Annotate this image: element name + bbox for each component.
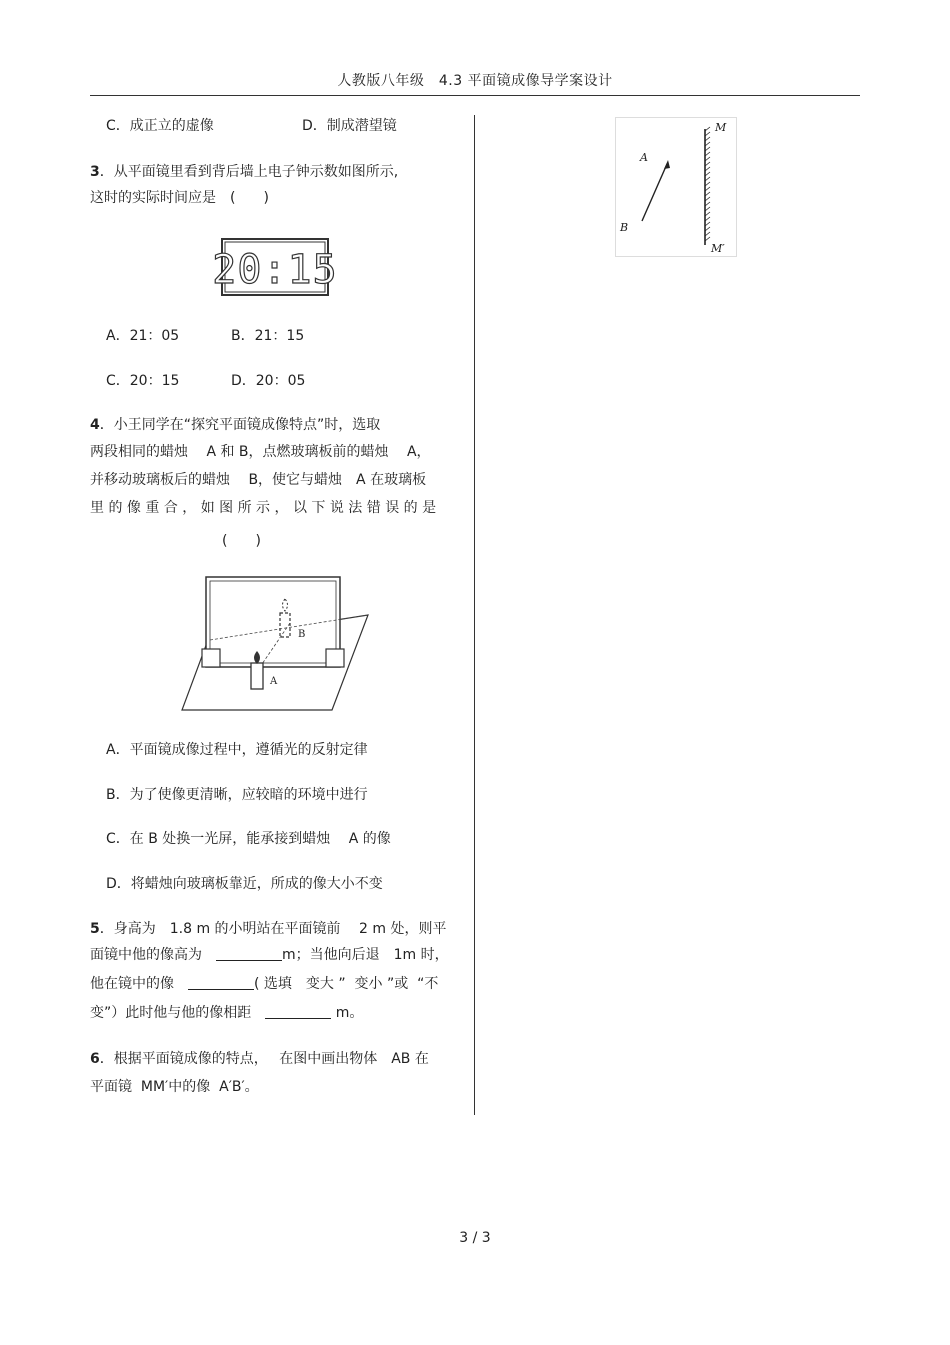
q4-line5: ( ) — [222, 533, 261, 549]
q4-line3: 并移动玻璃板后的蜡烛 B，使它与蜡烛 A 在玻璃板 — [90, 472, 427, 488]
q6-line2: 平面镜 MM′中的像 A′B′。 — [90, 1079, 259, 1095]
figure-label-b: B — [298, 629, 306, 640]
q3-option-d: D．20：05 — [231, 373, 306, 389]
digital-clock-figure — [212, 238, 338, 296]
page-number: 3 / 3 — [459, 1230, 491, 1246]
figure-label-m: M — [715, 121, 727, 134]
q2-option-d: D．制成潜望镜 — [302, 118, 397, 134]
q6-line1: 6．根据平面镜成像的特点， 在图中画出物体 AB 在 — [90, 1051, 429, 1067]
q4-line2: 两段相同的蜡烛 A 和 B，点燃玻璃板前的蜡烛 A， — [90, 444, 431, 460]
q2-option-c: C．成正立的虚像 — [106, 118, 214, 134]
q3-line1: 3．从平面镜里看到背后墙上电子钟示数如图所示, — [90, 164, 399, 180]
q5-line2: 面镜中他的像高为 m；当他向后退 1m 时， — [90, 947, 449, 963]
q4-option-d: D．将蜡烛向玻璃板靠近，所成的像大小不变 — [106, 876, 383, 892]
q5-blank-1[interactable] — [216, 946, 282, 961]
q4-number: 4 — [90, 417, 100, 433]
clock-digits: 20:15 — [212, 247, 338, 293]
q3-option-c: C．20：15 — [106, 373, 180, 389]
q6-number: 6 — [90, 1051, 100, 1067]
column-divider — [474, 115, 475, 1115]
q4-option-a: A．平面镜成像过程中，遵循光的反射定律 — [106, 742, 368, 758]
figure-label-b: B — [620, 221, 629, 234]
header-rule — [90, 95, 860, 96]
candle-mirror-figure — [180, 575, 370, 713]
figure-label-a: A — [270, 676, 278, 687]
q5-line4: 变”）此时他与他的像相距 m。 — [90, 1005, 364, 1021]
q5-blank-2[interactable] — [188, 975, 254, 990]
q5-line3: 他在镜中的像 ( 选填 变大 ” 变小 ”或 “不 — [90, 976, 439, 992]
figure-label-a: A — [640, 151, 648, 164]
q3-line2: 这时的实际时间应是 ( ) — [90, 190, 269, 206]
q3-number: 3 — [90, 164, 100, 180]
q3-option-a: A．21：05 — [106, 328, 180, 344]
q5-line1: 5．身高为 1.8 m 的小明站在平面镜前 2 m 处，则平 — [90, 921, 447, 937]
q4-line1: 4．小王同学在“探究平面镜成像特点”时，选取 — [90, 417, 381, 433]
q5-blank-3[interactable] — [265, 1004, 331, 1019]
figure-label-m-prime: M′ — [711, 242, 725, 255]
page-header: 人教版八年级 4.3 平面镜成像导学案设计 — [337, 73, 613, 89]
q4-option-b: B．为了使像更清晰，应较暗的环境中进行 — [106, 787, 368, 803]
mirror-ab-figure — [615, 117, 737, 257]
q4-line4: 里 的 像 重 合 ， 如 图 所 示 ， 以 下 说 法 错 误 的 是 — [90, 500, 437, 516]
q4-option-c: C．在 B 处换一光屏，能承接到蜡烛 A 的像 — [106, 831, 391, 847]
q5-number: 5 — [90, 921, 100, 937]
q3-option-b: B．21：15 — [231, 328, 305, 344]
